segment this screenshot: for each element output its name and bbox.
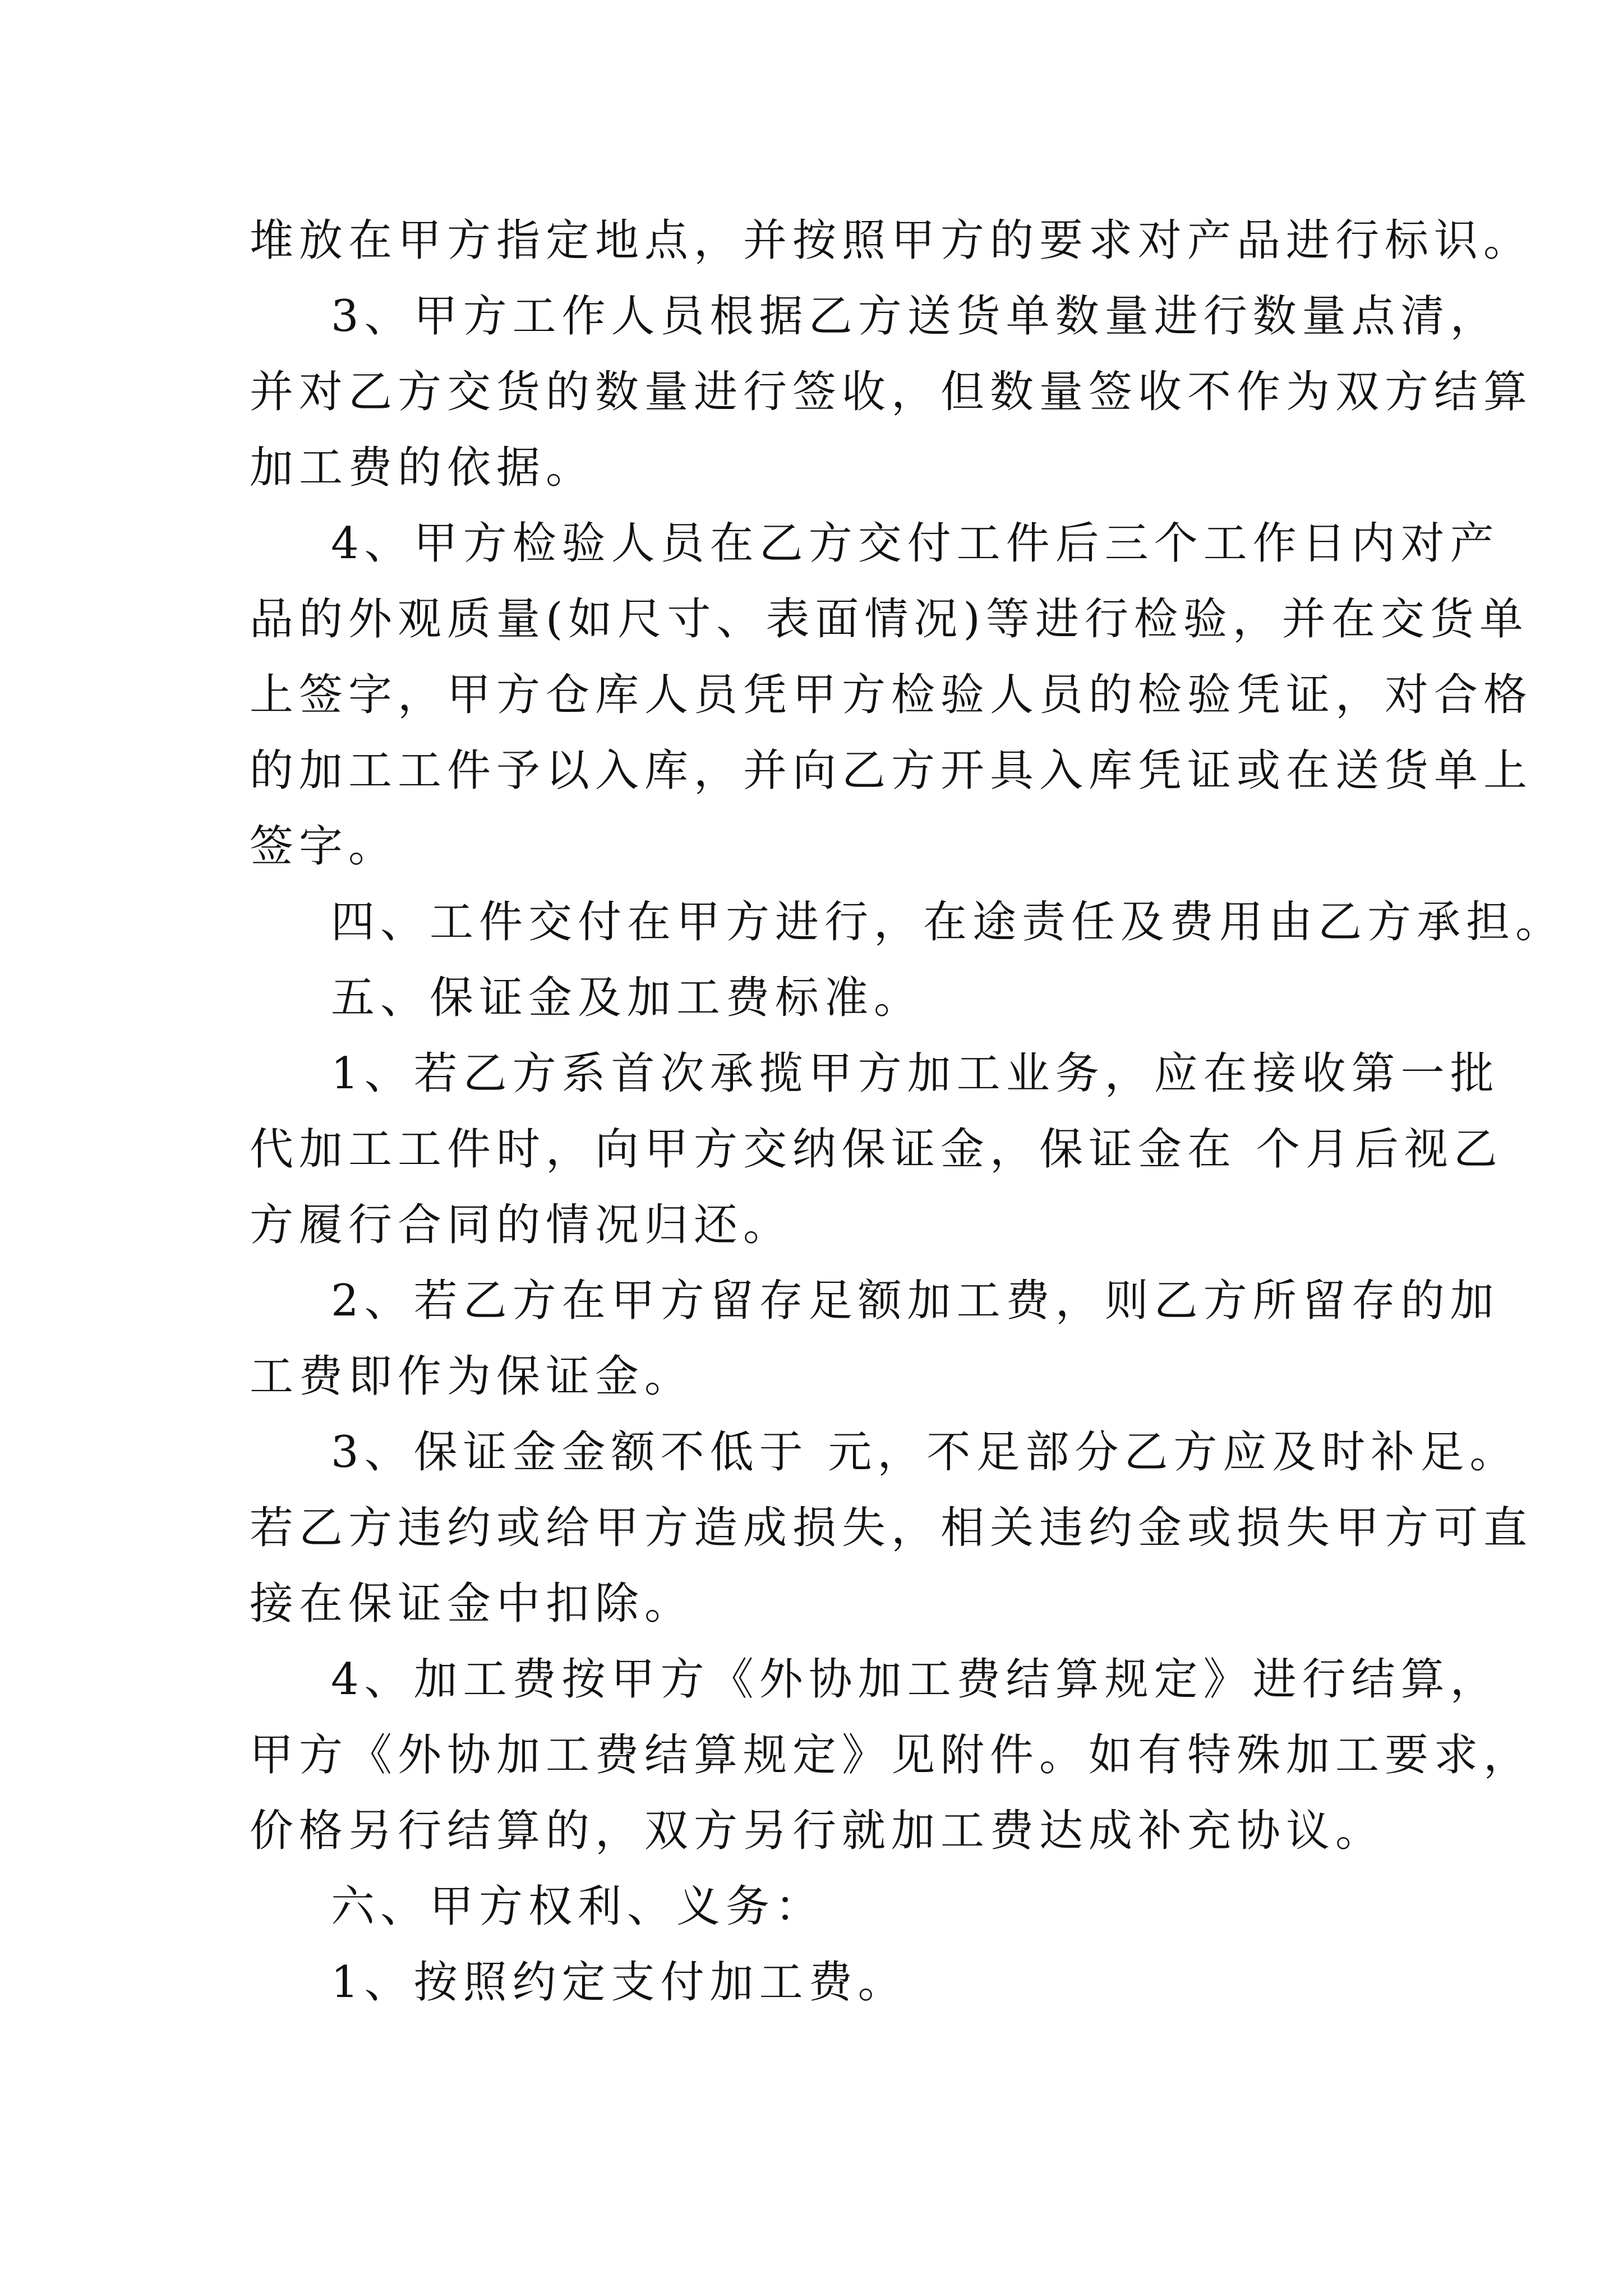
text-line: 五、保证金及加工费标准。 xyxy=(331,973,924,1023)
text-line: 堆放在甲方指定地点，并按照甲方的要求对产品进行标识。 xyxy=(250,215,1533,266)
text-line: 的加工工件予以入库，并向乙方开具入库凭证或在送货单上 xyxy=(250,746,1533,796)
text-line: 接在保证金中扣除。 xyxy=(250,1579,694,1629)
text-line: 价格另行结算的，双方另行就加工费达成补充协议。 xyxy=(250,1806,1385,1856)
text-line: 3、甲方工作人员根据乙方送货单数量进行数量点清， xyxy=(331,291,1500,342)
text-line: 甲方《外协加工费结算规定》见附件。如有特殊加工要求， xyxy=(250,1730,1533,1780)
text-line: 若乙方违约或给甲方造成损失，相关违约金或损失甲方可直 xyxy=(250,1503,1533,1553)
text-line: 加工费的依据。 xyxy=(250,443,596,493)
text-line: 代加工工件时，向甲方交纳保证金，保证金在 个月后视乙 xyxy=(250,1124,1503,1175)
text-line: 3、保证金金额不低于 元，不足部分乙方应及时补足。 xyxy=(331,1427,1519,1478)
text-line: 四、工件交付在甲方进行，在途责任及费用由乙方承担。 xyxy=(331,897,1565,947)
text-line: 上签字，甲方仓库人员凭甲方检验人员的检验凭证，对合格 xyxy=(250,670,1533,720)
text-line: 品的外观质量(如尺寸、表面情况)等进行检验，并在交货单 xyxy=(250,594,1529,645)
text-line: 1、若乙方系首次承揽甲方加工业务，应在接收第一批 xyxy=(331,1048,1500,1099)
text-line: 工费即作为保证金。 xyxy=(250,1351,694,1402)
text-line: 1、按照约定支付加工费。 xyxy=(331,1957,907,2008)
text-line: 4、加工费按甲方《外协加工费结算规定》进行结算， xyxy=(331,1654,1500,1705)
text-line: 签字。 xyxy=(250,821,398,872)
text-line: 六、甲方权利、义务： xyxy=(331,1881,825,1932)
text-line: 方履行合同的情况归还。 xyxy=(250,1200,793,1250)
text-line: 并对乙方交货的数量进行签收，但数量签收不作为双方结算 xyxy=(250,367,1533,417)
text-line: 2、若乙方在甲方留存足额加工费，则乙方所留存的加 xyxy=(331,1276,1500,1326)
text-line: 4、甲方检验人员在乙方交付工件后三个工作日内对产 xyxy=(331,518,1500,569)
